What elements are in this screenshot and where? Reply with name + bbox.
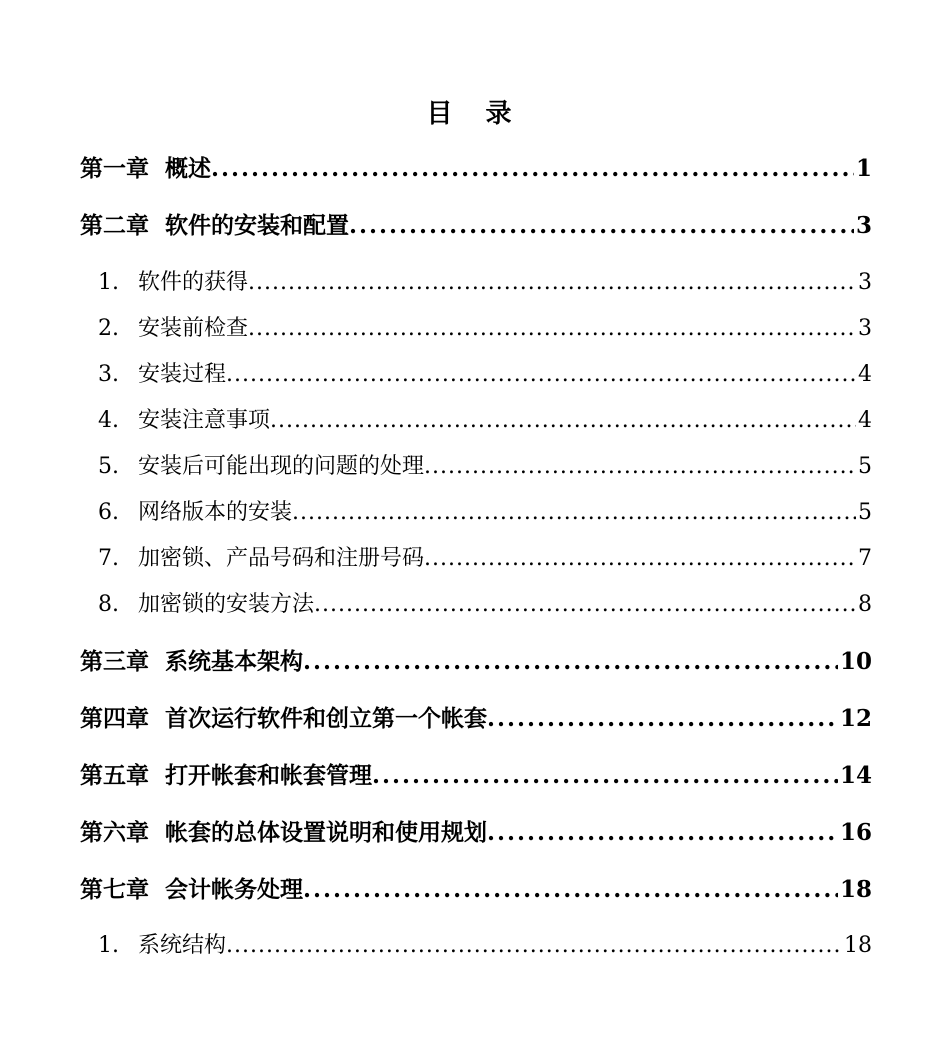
dot-leader <box>424 454 856 479</box>
entry-number: 3. <box>98 362 119 387</box>
entry-label: 安装前检查 <box>138 316 249 341</box>
entry-number: 4. <box>98 408 119 433</box>
dot-leader <box>226 362 856 387</box>
entry-label: 帐套的总体设置说明和使用规划 <box>165 819 487 846</box>
entry-page: 3 <box>855 212 872 239</box>
toc-entry-section-2-4[interactable] <box>98 403 872 434</box>
entry-page: 18 <box>844 933 872 958</box>
dot-leader <box>487 705 838 732</box>
dot-leader <box>424 546 856 571</box>
toc-title: 目 录 <box>426 99 524 129</box>
dot-leader <box>226 933 842 958</box>
entry-number: 第二章 <box>80 212 149 239</box>
toc-entry-chapter-1[interactable] <box>80 150 872 183</box>
dot-leader <box>487 819 838 846</box>
toc-entry-chapter-4[interactable] <box>80 700 872 733</box>
toc-entry-section-2-3[interactable] <box>98 357 872 388</box>
entry-label: 软件的获得 <box>138 270 249 295</box>
toc-entry-chapter-2[interactable] <box>80 207 872 240</box>
entry-number: 第五章 <box>80 762 149 789</box>
toc-entry-section-2-8[interactable] <box>98 587 872 618</box>
entry-label: 网络版本的安装 <box>138 500 293 525</box>
toc-entry-section-2-6[interactable] <box>98 495 872 526</box>
dot-leader <box>372 762 838 789</box>
dot-leader <box>314 592 856 617</box>
entry-number: 8. <box>98 592 119 617</box>
entry-number: 第三章 <box>80 648 149 675</box>
entry-number: 6. <box>98 500 119 525</box>
entry-label: 软件的安装和配置 <box>165 212 349 239</box>
dot-leader <box>270 408 856 433</box>
dot-leader <box>303 648 838 675</box>
entry-page: 5 <box>858 500 872 525</box>
toc-entry-section-2-5[interactable] <box>98 449 872 480</box>
entry-page: 4 <box>858 408 872 433</box>
entry-page: 16 <box>839 819 872 846</box>
toc-entry-section-2-1[interactable] <box>98 265 872 296</box>
entry-label: 概述 <box>165 155 211 182</box>
entry-number: 2. <box>98 316 119 341</box>
entry-page: 1 <box>855 155 872 182</box>
dot-leader <box>349 212 854 239</box>
entry-number: 第六章 <box>80 819 149 846</box>
entry-number: 第七章 <box>80 876 149 903</box>
dot-leader <box>292 500 856 525</box>
entry-label: 首次运行软件和创立第一个帐套 <box>165 705 487 732</box>
entry-page: 18 <box>839 876 872 903</box>
toc-entry-chapter-7[interactable] <box>80 871 872 904</box>
entry-number: 1. <box>98 933 119 958</box>
entry-label: 会计帐务处理 <box>165 876 303 903</box>
dot-leader <box>303 876 838 903</box>
entry-number: 第四章 <box>80 705 149 732</box>
entry-page: 10 <box>839 648 872 675</box>
entry-page: 4 <box>858 362 872 387</box>
entry-label: 打开帐套和帐套管理 <box>165 762 372 789</box>
entry-page: 5 <box>858 454 872 479</box>
entry-label: 安装注意事项 <box>138 408 271 433</box>
toc-entry-section-2-7[interactable] <box>98 541 872 572</box>
entry-page: 3 <box>858 270 872 295</box>
entry-page: 3 <box>858 316 872 341</box>
dot-leader <box>211 155 854 182</box>
toc-entry-section-7-1[interactable] <box>98 928 872 959</box>
toc-entry-chapter-3[interactable] <box>80 643 872 676</box>
toc-entry-chapter-5[interactable] <box>80 757 872 790</box>
entry-label: 系统结构 <box>138 933 227 958</box>
entry-label: 加密锁、产品号码和注册号码 <box>138 546 425 571</box>
entry-number: 7. <box>98 546 119 571</box>
dot-leader <box>248 316 856 341</box>
entry-page: 8 <box>858 592 872 617</box>
entry-number: 1. <box>98 270 119 295</box>
entry-label: 系统基本架构 <box>165 648 303 675</box>
entry-page: 7 <box>858 546 872 571</box>
entry-number: 5. <box>98 454 119 479</box>
entry-number: 第一章 <box>80 155 149 182</box>
entry-label: 安装后可能出现的问题的处理 <box>138 454 425 479</box>
entry-page: 14 <box>839 762 872 789</box>
dot-leader <box>248 270 856 295</box>
entry-label: 加密锁的安装方法 <box>138 592 315 617</box>
entry-label: 安装过程 <box>138 362 227 387</box>
toc-entry-chapter-6[interactable] <box>80 814 872 847</box>
toc-entry-section-2-2[interactable] <box>98 311 872 342</box>
entry-page: 12 <box>839 705 872 732</box>
